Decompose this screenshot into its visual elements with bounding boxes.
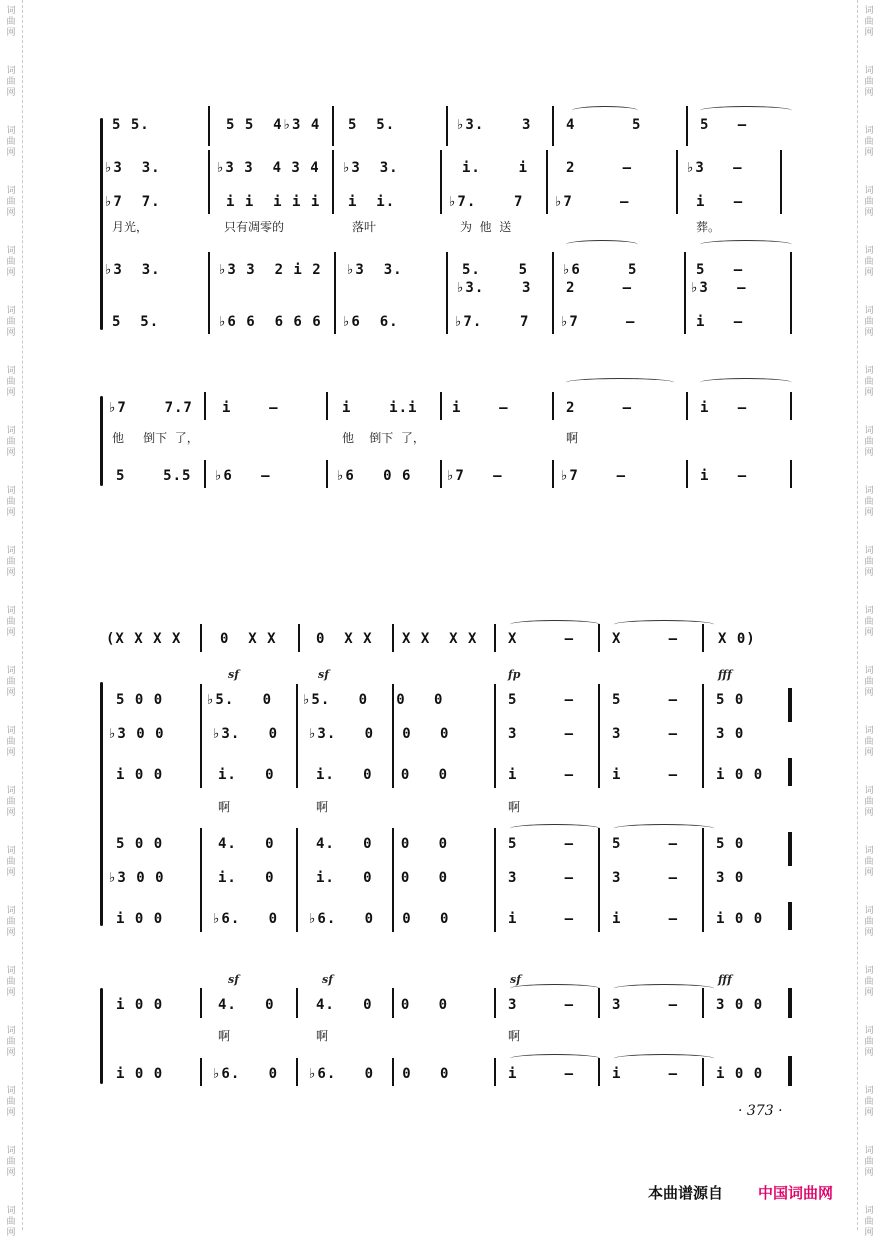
watermark-glyphs: 词 曲 网 [864, 546, 874, 578]
jianpu-measure: i. 0 0 0 [316, 767, 449, 783]
jianpu-measure: i – [508, 911, 575, 927]
jianpu-measure: ♭6 6. [342, 314, 399, 330]
lyric-line [0, 426, 880, 450]
slur [566, 378, 674, 387]
slur [700, 240, 792, 249]
jianpu-measure: i 0 0 [116, 1066, 164, 1082]
jianpu-measure: ♭3 0 0 [108, 726, 165, 742]
lyric-text: 啊 [218, 1029, 231, 1043]
lyric-line [0, 1024, 880, 1048]
jianpu-measure: ♭3 3. [346, 262, 403, 278]
notation-row [0, 993, 880, 1017]
lyric-text: 啊 [566, 431, 579, 445]
jianpu-measure: 4. 0 0 0 [316, 836, 449, 852]
lyric-text: 啊 [316, 1029, 329, 1043]
jianpu-measure: ♭3 – [690, 280, 747, 296]
notation-row [0, 113, 880, 137]
dynamic-marking: sf [510, 973, 521, 986]
jianpu-measure: 4 5 [566, 117, 642, 133]
dynamic-marking: sf [228, 668, 239, 681]
jianpu-measure: ♭6 0 6 [336, 468, 412, 484]
watermark-glyphs: 词 曲 网 [864, 666, 874, 698]
watermark-glyphs: 词 曲 网 [6, 546, 16, 578]
jianpu-measure: 5 0 [716, 692, 745, 708]
jianpu-measure: 3 – [508, 726, 575, 742]
watermark-glyphs: 词 曲 网 [864, 786, 874, 818]
jianpu-measure: i – [508, 1066, 575, 1082]
jianpu-measure: i 0 0 [716, 1066, 764, 1082]
slur [510, 984, 600, 993]
page-number: · 373 · [738, 1103, 783, 1119]
jianpu-measure: i i. [348, 194, 396, 210]
jianpu-measure: ♭6 – [214, 468, 271, 484]
jianpu-measure: ♭3. 0 [212, 726, 279, 742]
jianpu-measure: 0 X X [316, 631, 373, 647]
slur [700, 378, 792, 387]
jianpu-measure: ♭7 7. [104, 194, 161, 210]
jianpu-measure: i – [700, 400, 748, 416]
notation-row [0, 866, 880, 890]
jianpu-measure: ♭6. 0 0 0 [308, 911, 450, 927]
jianpu-measure: X X X X [402, 631, 478, 647]
jianpu-measure: 3 – [612, 870, 679, 886]
jianpu-measure: 2 – [566, 280, 633, 296]
lyric-text: 他 倒下 了， [112, 431, 199, 445]
jianpu-measure: 4. 0 0 0 [316, 997, 449, 1013]
jianpu-measure: 5 0 0 [116, 836, 164, 852]
jianpu-measure: ♭3. 3 [456, 280, 532, 296]
jianpu-measure: 3 – [508, 997, 575, 1013]
watermark-glyphs: 词 曲 网 [864, 726, 874, 758]
jianpu-measure: 2 – [566, 400, 633, 416]
notation-row [0, 907, 880, 931]
watermark-glyphs: 词 曲 网 [864, 966, 874, 998]
lyric-text: 啊 [218, 800, 231, 814]
jianpu-measure: 5 – [508, 692, 575, 708]
jianpu-measure: 2 – [566, 160, 633, 176]
watermark-glyphs: 词 曲 网 [864, 186, 874, 218]
jianpu-measure: 3 0 [716, 726, 745, 742]
jianpu-measure: i. i [462, 160, 529, 176]
notation-row [0, 1062, 880, 1086]
jianpu-measure: 4. 0 [218, 997, 275, 1013]
jianpu-measure: i 0 0 [116, 767, 164, 783]
notation-row [0, 190, 880, 214]
watermark-glyphs: 词 曲 网 [6, 786, 16, 818]
watermark-glyphs: 词 曲 网 [6, 666, 16, 698]
jianpu-measure: i 0 0 [716, 911, 764, 927]
jianpu-measure: i – [612, 911, 679, 927]
notation-row [0, 310, 880, 334]
watermark-glyphs: 词 曲 网 [864, 246, 874, 278]
jianpu-measure: ♭3 3. [342, 160, 399, 176]
dynamic-marking: sf [318, 668, 329, 681]
jianpu-measure: ♭3. 0 0 0 [308, 726, 450, 742]
slur [566, 240, 638, 249]
lyric-text: 落叶 [352, 220, 377, 234]
jianpu-measure: 5 5. [348, 117, 396, 133]
jianpu-measure: ♭6 5 [562, 262, 638, 278]
jianpu-measure: 3 0 0 [716, 997, 764, 1013]
watermark-glyphs: 词 曲 网 [6, 66, 16, 98]
notation-row [0, 464, 880, 488]
watermark-glyphs: 词 曲 网 [6, 426, 16, 458]
watermark-glyphs: 词 曲 网 [6, 1146, 16, 1178]
jianpu-measure: i 0 0 [116, 911, 164, 927]
dynamic-marking: sf [228, 973, 239, 986]
watermark-glyphs: 词 曲 网 [6, 246, 16, 278]
jianpu-measure: X – [508, 631, 575, 647]
jianpu-measure: X 0) [718, 631, 756, 647]
jianpu-measure: i – [696, 194, 744, 210]
watermark-glyphs: 词 曲 网 [6, 366, 16, 398]
jianpu-measure: 5 5.5 [116, 468, 192, 484]
jianpu-measure: 5 0 [716, 836, 745, 852]
watermark-glyphs: 词 曲 网 [864, 426, 874, 458]
watermark-glyphs: 词 曲 网 [864, 366, 874, 398]
jianpu-measure: i – [696, 314, 744, 330]
dynamic-marking: fff [718, 668, 732, 681]
watermark-glyphs: 词 曲 网 [6, 966, 16, 998]
jianpu-measure: ♭6. 0 [212, 911, 279, 927]
watermark-glyphs: 词 曲 网 [6, 1206, 16, 1238]
jianpu-measure: ♭5. 0 0 0 [302, 692, 444, 708]
jianpu-measure: i – [452, 400, 509, 416]
lyric-text: 葬。 [696, 220, 721, 234]
dynamic-marking: sf [322, 973, 333, 986]
jianpu-measure: i. 0 [218, 767, 275, 783]
watermark-glyphs: 词 曲 网 [6, 1026, 16, 1058]
jianpu-measure: i – [700, 468, 748, 484]
watermark-glyphs: 词 曲 网 [6, 186, 16, 218]
jianpu-measure: ♭7 – [560, 468, 627, 484]
watermark-glyphs: 词 曲 网 [864, 1146, 874, 1178]
lyric-line [0, 215, 880, 239]
jianpu-measure: ♭7. 7 [448, 194, 524, 210]
jianpu-measure: 5 0 0 [116, 692, 164, 708]
watermark-glyphs: 词 曲 网 [864, 126, 874, 158]
jianpu-measure: ♭6. 0 [212, 1066, 279, 1082]
jianpu-measure: ♭7 7.7 [108, 400, 193, 416]
jianpu-measure: 5 – [612, 692, 679, 708]
jianpu-measure: i 0 0 [716, 767, 764, 783]
jianpu-measure: ♭7 – [560, 314, 636, 330]
lyric-text: 为 他 送 [460, 220, 512, 234]
watermark-glyphs: 词 曲 网 [6, 606, 16, 638]
notation-row [0, 688, 880, 712]
watermark-glyphs: 词 曲 网 [6, 1086, 16, 1118]
jianpu-measure: 5 – [612, 836, 679, 852]
jianpu-measure: i – [222, 400, 279, 416]
footer-site-name: 中国词曲网 [758, 1185, 834, 1202]
jianpu-measure: 4. 0 [218, 836, 275, 852]
jianpu-measure: ♭7 – [446, 468, 503, 484]
jianpu-measure: i – [612, 1066, 679, 1082]
lyric-text: 啊 [508, 1029, 521, 1043]
jianpu-measure: i i i i i [226, 194, 321, 210]
footer-source-label: 本曲谱源自 [648, 1185, 724, 1202]
lyric-line [0, 795, 880, 819]
lyric-text: 啊 [508, 800, 521, 814]
slur [614, 984, 714, 993]
jianpu-measure: 5. 5 [462, 262, 529, 278]
watermark-glyphs: 词 曲 网 [864, 906, 874, 938]
lyric-text: 他 倒下 了， [342, 431, 425, 445]
jianpu-measure: ♭3 0 0 [108, 870, 165, 886]
dynamic-marking: fp [508, 668, 521, 681]
watermark-glyphs: 词 曲 网 [6, 726, 16, 758]
watermark-glyphs: 词 曲 网 [864, 846, 874, 878]
watermark-glyphs: 词 曲 网 [864, 1026, 874, 1058]
watermark-glyphs: 词 曲 网 [864, 486, 874, 518]
jianpu-measure: 3 – [612, 726, 679, 742]
watermark-glyphs: 词 曲 网 [6, 846, 16, 878]
jianpu-measure: (X X X X [106, 631, 182, 647]
watermark-glyphs: 词 曲 网 [6, 306, 16, 338]
jianpu-measure: ♭3 3 2 i 2 [218, 262, 322, 278]
jianpu-measure: i – [508, 767, 575, 783]
jianpu-measure: 3 – [612, 997, 679, 1013]
watermark-glyphs: 词 曲 网 [6, 126, 16, 158]
jianpu-measure: ♭6. 0 0 0 [308, 1066, 450, 1082]
jianpu-measure: 3 0 [716, 870, 745, 886]
lyric-text: 啊 [316, 800, 329, 814]
watermark-glyphs: 词 曲 网 [6, 486, 16, 518]
watermark-glyphs: 词 曲 网 [864, 306, 874, 338]
notation-row [0, 722, 880, 746]
watermark-glyphs: 词 曲 网 [864, 1206, 874, 1238]
notation-row [0, 156, 880, 180]
jianpu-measure: ♭7. 7 [454, 314, 530, 330]
jianpu-measure: i 0 0 [116, 997, 164, 1013]
notation-row [0, 276, 880, 300]
lyric-text: 月光， [112, 220, 149, 234]
jianpu-measure: 3 – [508, 870, 575, 886]
dynamic-marking: fff [718, 973, 732, 986]
notation-row [0, 832, 880, 856]
watermark-glyphs: 词 曲 网 [6, 6, 16, 38]
jianpu-measure: X – [612, 631, 679, 647]
jianpu-measure: 5 – [696, 262, 744, 278]
jianpu-measure: ♭5. 0 [206, 692, 273, 708]
watermark-glyphs: 词 曲 网 [864, 66, 874, 98]
jianpu-measure: 0 X X [220, 631, 277, 647]
jianpu-measure: i. 0 0 0 [316, 870, 449, 886]
jianpu-measure: ♭3. 3 [456, 117, 532, 133]
jianpu-measure: 5 5. [112, 117, 150, 133]
notation-row [0, 396, 880, 420]
notation-row [0, 627, 880, 651]
jianpu-measure: ♭6 6 6 6 6 [218, 314, 322, 330]
jianpu-measure: 5 5 4♭3 4 [226, 117, 321, 133]
jianpu-measure: 5 5. [112, 314, 160, 330]
jianpu-measure: 5 – [700, 117, 748, 133]
jianpu-measure: ♭3 3 4 3 4 [216, 160, 320, 176]
jianpu-measure: ♭3 – [686, 160, 743, 176]
jianpu-measure: i i.i [342, 400, 418, 416]
watermark-glyphs: 词 曲 网 [864, 1086, 874, 1118]
jianpu-measure: i. 0 [218, 870, 275, 886]
watermark-glyphs: 词 曲 网 [6, 906, 16, 938]
watermark-glyphs: 词 曲 网 [864, 606, 874, 638]
notation-row [0, 763, 880, 787]
jianpu-measure: ♭3 3. [104, 262, 161, 278]
watermark-glyphs: 词 曲 网 [864, 6, 874, 38]
jianpu-measure: 5 – [508, 836, 575, 852]
lyric-text: 只有凋零的 [224, 220, 285, 234]
jianpu-measure: i – [612, 767, 679, 783]
jianpu-measure: ♭3 3. [104, 160, 161, 176]
jianpu-measure: ♭7 – [554, 194, 630, 210]
